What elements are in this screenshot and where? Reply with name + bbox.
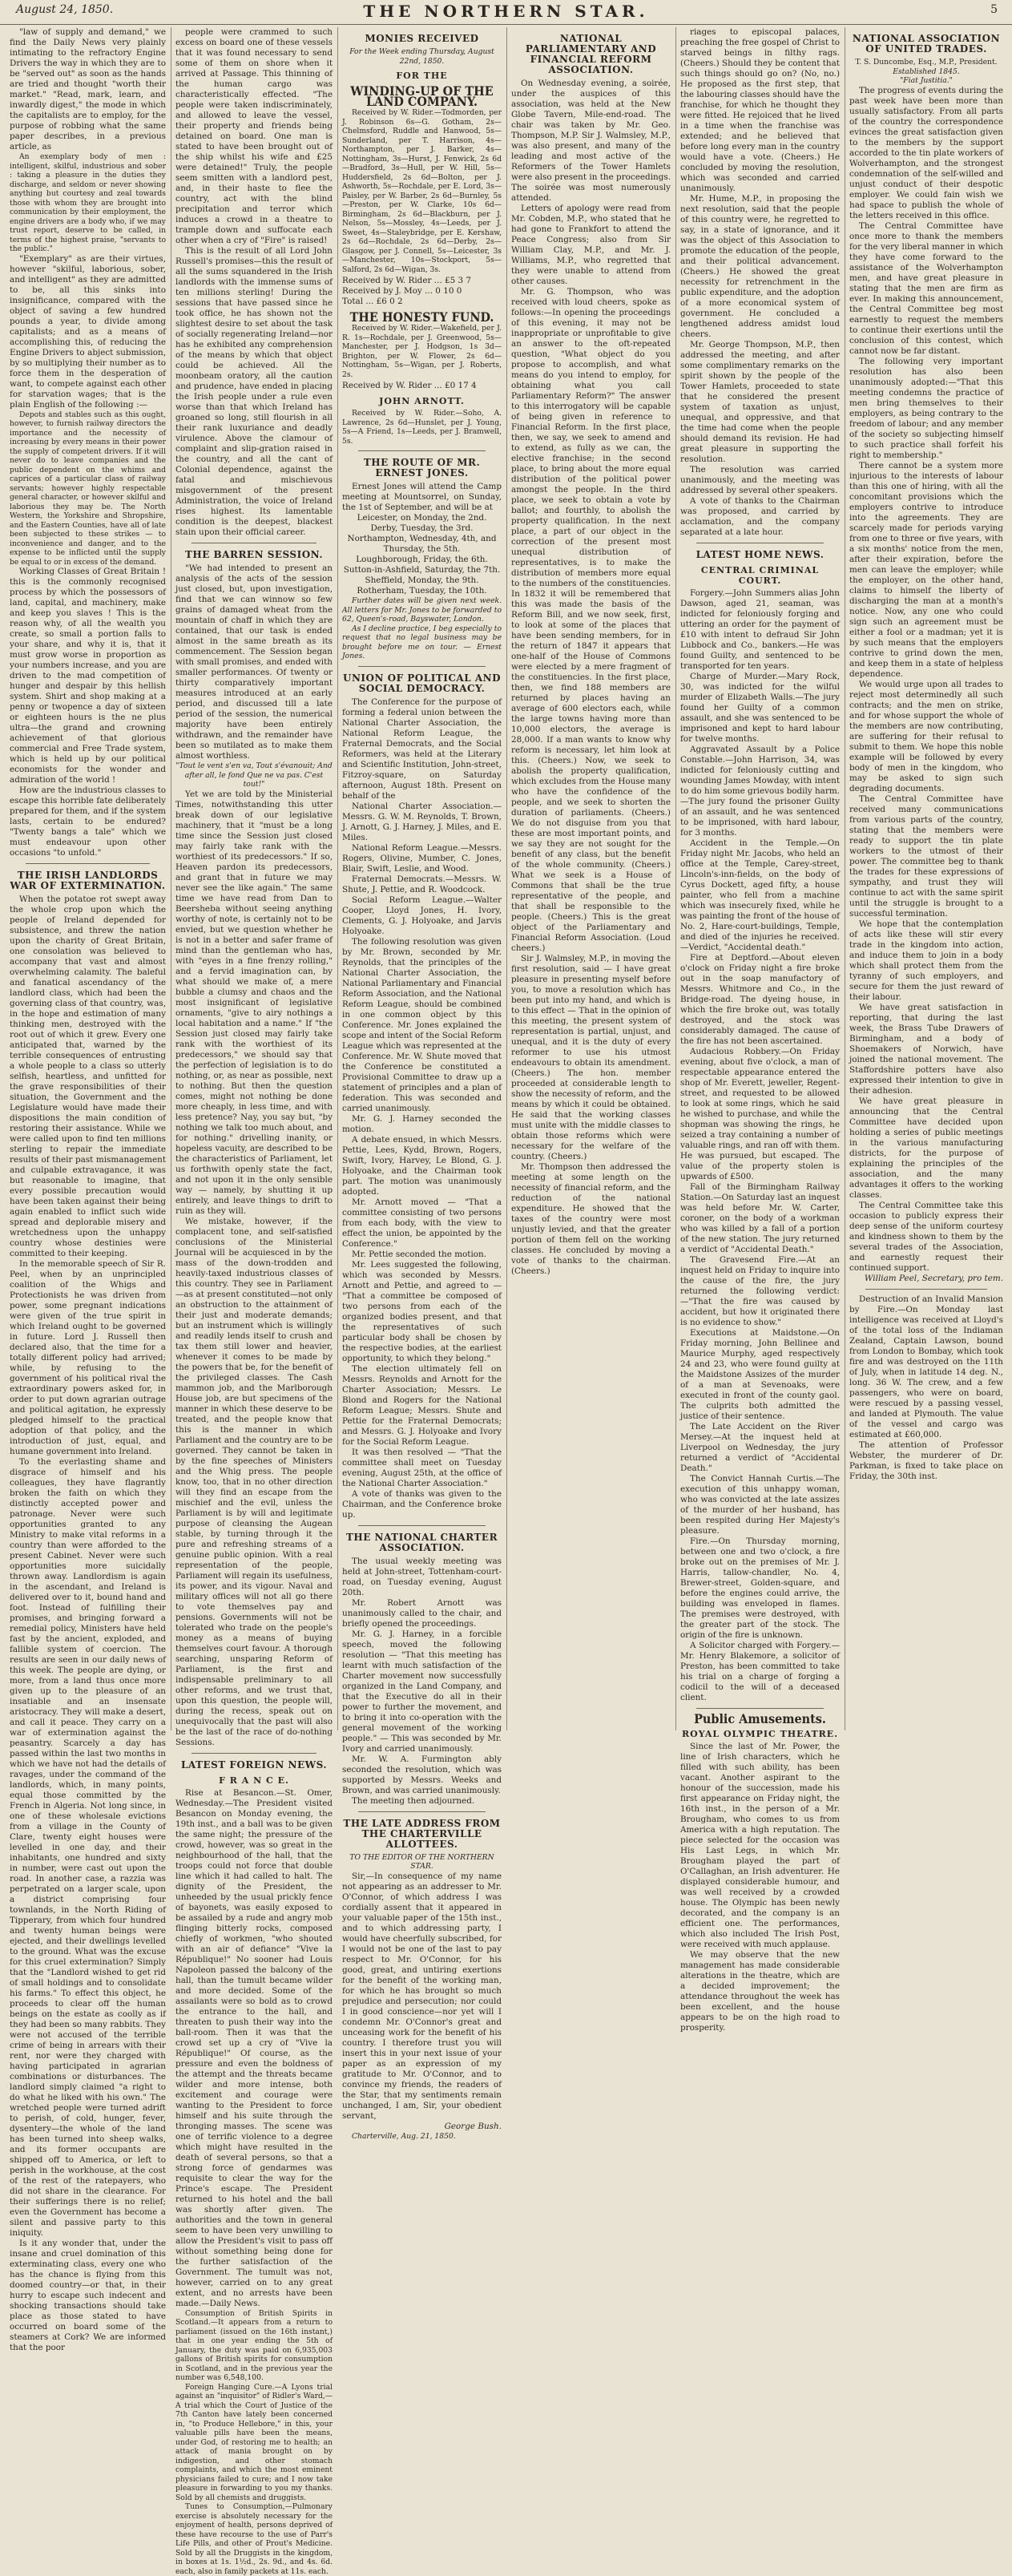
paragraph: A debate ensued, in which Messrs. Pettie, Lees, Kydd, Brown, Rogers, Swift, Ivory, Harvey, Le Blond, G. J. Holyoake, and the Chairman took part. The motion was unanimously adopted. (342, 1134, 502, 1197)
paragraph: Ernest Jones will attend the Camp meeting at Mountsorrel, on Sunday, the 1st of September, and will be at (342, 482, 502, 512)
paragraph: The following resolution was given by Mr. Brown, seconded by Mr. Reynolds, that the principles of the National Charter Association, the National Parliamentary and Financial Reform Association, and the National Reform League, should be combined in one common object by this Conference. Mr. Jones explained the scope and intent of the Social Reform League which was represented at the Conference. Mr. W. Shute moved that the Conference be constituted a Provisional Committee to draw up a statement of principles and a plan of federation. This was seconded and carried unanimously. (342, 936, 502, 1113)
advertisement: Tunes to Consumption,—Pulmonary exercise is absolutely necessary for the enjoyment of health, persons deprived of these have recourse to the use of Parr's Life Pills, and other of Prout's Medicine. Sold by all the Druggists in the kingdom, in boxes at 1s. 1½d., 2s. 9d., and 4s. 6d. each, also in family packets at 11s. each. (175, 2502, 333, 2576)
receipt-line: Received by J. Moy ... 0 10 0 (342, 286, 462, 296)
paragraph: Mr. Lees suggested the following, which was seconded by Messrs. Arnott and Pettie, and agreed to — "That a committee be composed of two persons from each of the organized bodies present, and that the representatives of such particular body shall be chosen by the respective bodies, at the earliest opportunity, to which they belong." (342, 1259, 502, 1363)
receipts-list: Received by W. Rider.—Wakefield, per J. R. 1s—Rochdale, per J. Greenwood, 5s—Manchester, per J. Hodgson, 1s 3d—Brighton, per W. Flower, 2s 6d—Nottingham, 5s—Wigan, per J. Roberts, 2s. (342, 324, 502, 379)
paragraph: The Convict Hannah Curtis.—The execution of this unhappy woman, who was convicted at the late assizes of the murder of her husband, has been respited during Her Majesty's pleasure. (680, 1474, 840, 1536)
page-number: 5 (990, 3, 998, 16)
paragraph: A vote of thanks to the Chairman was proposed, and carried by acclamation, and the company separated at a late hour. (680, 496, 840, 537)
paragraph: Fraternal Democrats.—Messrs. W. Shute, J. Pettie, and R. Woodcock. (342, 874, 502, 894)
paragraph: "Exemplary" as are their virtues, however "skilful, laborious, sober, and intelligent" as they are admitted to be, all this sinks into insignificance, compared with the object of saving a few hundred pounds a year, to divide among capitalists; and as a means of accomplishing this, of reducing the Engine Drivers to abject submission, by so multiplying their number as to force them in the desperation of want, to compete against each other for starvation wages; that is the plain English of the following :— (10, 253, 166, 410)
paragraph: We have great satisfaction in reporting, that during the last week, the Brass Tube Drawers of Birmingham, and a body of Shoemakers of Norwich, have joined the national movement. The Staffordshire potters have also expressed their intention to give in their adhesion. (849, 1002, 1003, 1096)
column-4 (511, 27, 671, 1730)
masthead (0, 0, 1012, 25)
paragraph: Rise at Besancon.—St. Omer, Wednesday.—The President visited Besancon on Monday evening, the 19th inst., and a ball was to be given the same night; the pressure of the crowd, however, was so great in the neighbourhood of the hall, that the troops could not force that double line which it had called to halt. The dignity of the President, the unheeded by the usual prickly fence of bayonets, was easily exposed to be assailed by a rude and angry mob flinging bitterly rocks, composed chiefly of workmen, "who shouted with an air of defiance" "Vive la République!" No sooner had Louis Napoleon passed the balcony of the hall, than the tumult became wilder and more decided. Some of the assailants were so bold as to crowd the entrance to the hall, and threaten to push their way into the ball-room. Then it was that the crowd set up a cry of "Vive la République!" Of course, as the pressure and even the boldness of the attempt and the threats became wilder and more intense, both excitement and courage were wanting to the President to force himself and his suite through the thronging masses. The scene was one of terrific violence to a degree which might have resulted in the death of several persons, so that a strong force of gendarmes was requisite to clear the way for the Prince's escape. The President returned to his hotel and the ball was shortly after given. The authorities and the town in general seem to have been very unwilling to allow the President's visit to pass off without something being done for the further satisfaction of the Government. The tumult was not, however, carried on to any great extent, and no arrests have been made.—Daily News. (175, 1787, 333, 2308)
newspaper-title: THE NORTHERN STAR. (363, 2, 649, 21)
paragraph: Mr. Arnott moved — "That a committee consisting of two persons from each body, with the view to effect the union, be appointed by the Conference." (342, 1197, 502, 1249)
quoted-note: Depots and stables such as this ought, however, to furnish railway directors the importance and the necessity of increasing by every means in their power the supply of competent drivers. If it will never do to leave companies and the public dependent on the whims and caprices of a particular class of railway servants; however highly respectable general character, or however skilful and laborious they may be. The North Western, the Yorkshire and Shropshire, and the Eastern Counties, have all of late been subjected to these strikes — to inconvenience and danger, and to the expense to be inflicted until the supply be equal to or in excess of the demand. (10, 410, 166, 567)
paragraph: Mr. W. A. Furmington ably seconded the resolution, which was supported by Messrs. Weeks and Brown, and was carried unanimously. (342, 1754, 502, 1795)
paragraph: We have great pleasure in announcing that the Central Committee have decided upon holding a series of public meetings in the various manufacturing districts, for the purpose of explaining the principles of the association, and the many advantages it offers to the working classes. (849, 1096, 1003, 1200)
divider (696, 1708, 824, 1709)
paragraph: Destruction of an Invalid Mansion by Fire.—On Monday last intelligence was received at Lloyd's of the total loss of the Indiaman Zealand, Captain Lawson, bound from London to Bombay, which took fire and was destroyed on the 11th of July, when in latitude 14 deg. N., long. 36 W. The crew, and a few passengers, who were on board, were rescued by a passing vessel, and landed at Plymouth. The value of the vessel and cargo was estimated at £60,000. (849, 1294, 1003, 1439)
receipt-totals (342, 381, 502, 391)
column-divider (675, 27, 676, 1730)
paragraph: Working Classes of Great Britain ! this is the commonly recognised process by which the possessors of land, capital, and machinery, make and keep you slaves ! This is the reason why, of all the wealth you create, so small a portion falls to your share, and why it is, that it must grow worse in proportion as your numbers increase, and you are driven to the mad competition of hunger and despair by this hellish system. Shirt and shop making at a penny or twopence a day of sixteen or eighteen hours is the ne plus ultra—the grand and crowning achievement of that glorious commercial and Free Trade system, which is held up by our political economists for the wonder and admiration of the world ! (10, 567, 166, 785)
paragraph: Letters of apology were read from Mr. Cobden, M.P., who stated that he had gone to Frankfort to attend the Peace Congress; also from Sir William Clay, M.P., and Mr. J. Williams, M.P., who regretted that they were unable to attend from other causes. (511, 204, 671, 286)
route-item: Northampton, Wednesday, 4th, and Thursday, the 5th. (347, 534, 497, 554)
divider (192, 1753, 317, 1754)
receipt-line: Total ... £6 0 2 (342, 297, 403, 306)
verse: "Tout le vent s'en va, Tout s'évanouit; And after all, le fond Que ne va pas. C'est tout!" (175, 761, 333, 789)
paragraph: The resolution was carried unanimously, and the meeting was addressed by several other speakers. (680, 465, 840, 495)
paragraph: Mr. Robert Arnott was unanimously called to the chair, and briefly opened the proceedings. (342, 1597, 502, 1629)
column-3 (342, 27, 502, 2141)
article-heading: LATEST FOREIGN NEWS. (180, 1758, 328, 1770)
section-subheading: F R A N C E. (219, 1775, 289, 1786)
paragraph: Mr. Thompson then addressed the meeting at some length on the necessity of financial reform, and the reduction of the national expenditure. He showed that the taxes of the country were most unjustly levied, and that the greater portion of them fell on the working classes. He concluded by moving a vote of thanks to the chairman. (Cheers.) (511, 1162, 671, 1276)
receipt-totals (342, 276, 502, 307)
paragraph: The Conference for the purpose of forming a federal union between the National Charter Association, the National Reform League, the Fraternal Democrats, and the Social Reformers, was held at the Literary and Scientific Institution, John-street, Fitzroy-square, on Saturday afternoon, August 18th. Present on behalf of the (342, 696, 502, 801)
paragraph: The election ultimately fell on Messrs. Reynolds and Arnott for the Charter Association; Messrs. Le Blond and Rogers for the National Reform League; Messrs. Shute and Pettie for the Fraternal Democrats; and Messrs. G. J. Holyoake and Ivory for the Social Reform League. (342, 1363, 502, 1447)
paragraph: Fall of the Birmingham Railway Station.—On Saturday last an inquest was held before Mr. W. Carter, coroner, on the body of a workman who was killed by a fall of a portion of the new station. The jury returned a verdict of "Accidental Death." (680, 1182, 840, 1254)
paragraph: In the memorable speech of Sir R. Peel, when by an unprincipled coalition of the Whigs and Protectionists he was driven from power, some pregnant indications were given of the true spirit in which Ireland ought to be governed in future. Lord J. Russell then declared also, that the time for a totally different policy had arrived; while, by refusing to the government of his political rival the extraordinary powers asked for, in order to put down agrarian outrage and political agitation, he expressly pledged himself to the practical adoption of that policy, and the introduction of just, equal, and humane government into Ireland. (10, 1259, 166, 1456)
paragraph: We mistake, however, if the complacent tone, and self-satisfied conclusions of the Ministerial Journal will be acquiesced in by the mass of the down-trodden and heavily-taxed industrious classes of this country. They see in Parliament—as at present constituted—not only an obstruction to the attainment of their just and moderate demands; but an instrument which is willingly and readily lends itself to crush and tax them still lower and heavier, whenever it comes to be made by the powers that be, for the benefit of the privileged classes. The Cash mammon job, and the Marlborough House job, are but specimens of the manner in which these deserve to be treated, and the people know that this is the manner in which Parliament and the country are to be governed. They cannot be taken in by the fine speeches of Ministers and the Whig press. The people know, too, that in no other direction will they find an escape from the mischief and the evil, unless the Parliament is by will and legitimate purpose of cleansing the Augean stable, by turning through it the pure and refreshing streams of a genuine public opinion. With a real representation of the people, Parliament will regain its usefulness, its power, and its vigour. Naval and military offices will not all go there to vote themselves pay and pensions. Governments will not be tolerated who trade on the people's money as a means of buying themselves court favour. A thorough searching, unsparing Reform of Parliament, is the first and indispensable preliminary to all other reforms, and we trust that, upon this question, the people will, during the recess, speak out on unequivocally that the past will also be the last of the race of do-nothing Sessions. (175, 1216, 333, 1747)
article-heading: MONIES RECEIVED (365, 33, 479, 44)
route-item: Sheffield, Monday, the 9th. (365, 575, 479, 585)
route-item: Derby, Tuesday, the 3rd. (370, 523, 474, 533)
paragraph: The Late Accident on the River Mersey.—At the inquest held at Liverpool on Wednesday, the jury returned a verdict of "Accidental Death." (680, 1422, 840, 1473)
column-6 (849, 27, 1003, 1730)
paragraph: "law of supply and demand," we find the Daily News very plainly intimating to the refractory Engine Drivers the way in which they are to be "served out" as soon as the hands are tried and thought "worth their market." "Read, mark, learn, and inwardly digest," the mode in which the capitalists are to employ, for the purpose of robbing what the same paper describes, in a previous article, as (10, 27, 166, 151)
paragraph: Mr. Pettie seconded the motion. (352, 1249, 487, 1259)
article-heading: THE NATIONAL CHARTER ASSOCIATION. (345, 1531, 498, 1553)
paragraph: How are the industrious classes to escape this horrible fate deliberately prepared for them, and if the system lasts, certain to be endured? "Twenty bangs a tale" which we must endeavour upon other occasions "to unfold." (10, 785, 166, 858)
paragraph: When the potatoe rot swept away the whole crop upon which the people of Ireland depended for subsistence, and threw the nation upon the charity of Great Britain, one consolation was believed to accompany that vast and almost overwhelming calamity. The baleful and fanatical ascendancy of the landlord class, which had been the governing class of that country, was, in the hope and estimation of many thinking men, destroyed with the root out of which it grew. Every one anticipated that, warned by the terrible consequences of entrusting a whole people to a class so utterly selfish, heartless, and unfitted for the grave responsibilities of their situation, the Government and the Legislature would have made their dispositions the main condition of restoring their assistance. While we were called upon to find ten millions sterling to repair the immediate results of their past mismanagement and culpable extravagance, it was but reasonable to imagine, that every possible precaution would have been taken against their being again enabled to inflict such wide spread and deplorable misery and wretchedness upon the unhappy country whose destinies were committed to their keeping. (10, 894, 166, 1258)
paragraph: We may observe that the new management has made considerable alterations in the theatre, which are a decided improvement; the attendance throughout the week has been excellent, and the house appears to be on the high road to prosperity. (680, 1950, 840, 2033)
receipts-list: Received by W. Rider.—Todmorden, per J. Robinson 6s—G. Gotham, 2s—Chelmsford, Ruddle and Hanwood, 5s—Sunderland, per T. Harrison, 4s—Northampton, per J. Barker, 4s—Nottingham, 3s—Hurst, J. Fenwick, 2s 6d—Bradford, 3s—Hull, per W. Hill, 5s—Huddersfield, 2s 6d—Bolton, per J. Ashworth, 5s—Rochdale, per E. Lord, 3s—Paisley, per W. Barber, 2s 6d—Burnley, 5s—Preston, per W. Clarke, 10s 6d—Birmingham, 2s 6d—Blackburn, per J. Nelson, 5s—Mossley, 4s—Leeds, per J. Sweet, 4s—Staleybridge, per E. Kershaw, 2s 6d—Rochdale, 2s 6d—Derby, 2s—Glasgow, per J. Connell, 5s—Leicester, 3s—Manchester, 10s—Stockport, 5s—Salford, 2s 6d—Wigan, 3s. (342, 108, 502, 274)
paragraph: The attention of Professor Webster, the murderer of Dr. Parkman, is fixed to take place on Friday, the 30th inst. (849, 1439, 1003, 1481)
paragraph: To the everlasting shame and disgrace of himself and his colleagues, they have flagrantly broken the faith on which they distinctly accepted power and patronage. Never were such opportunities granted to any Ministry to make vital reforms in a country than were afforded to the present Cabinet. Never were such opportunities more suicidally thrown away. Landlordism is again in the ascendant, and Ireland is delivered over to it, bound hand and foot. Instead of fulfilling their promises, and bringing forward a remedial policy, Ministers have held fast by the ancient, exploded, and fallible system of coercion. The results are seen in our daily news of this week. The people are dying, or more, from a land thus once more given up to the pleasure of an insatiable and an insensate aristocracy. They will make a desert, and call it peace. They carry on a war of extermination against the peasantry. Scarcely a day has passed within the last two months in which we have not had the details of ravages, under the command of the landlords, which, in many points, equal those committed by the French in Algeria. Not long since, in one of these wholesale evictions from a village in the County of Clare, twenty eight houses were levelled in one day, and their inhabitants, one hundred and sixty in number, were cast out upon the road. In another case, a razzia was perpetrated on a larger scale, upon a district comprising four townlands, in the North Riding of Tipperary, from which four hundred and twenty human beings were ejected, and their dwellings levelled to the ground. What was the excuse for this cruel extermination? Simply that the "Landlord wished to get rid of small holdings and to consolidate his farms." To effect this object, he proceeds to clear off the human beings on the estate as coolly as if they had been so many rabbits. They were not accused of the terrible crime of being in arrears with their rent, nor were they charged with having participated in agrarian combinations or disturbances. The landlord simply claimed "a right to do what he liked with his own." The wretched people were turned adrift to perish, of cold, hunger, fever, dysentery—the whole of the land has been turned into sheep walks, and its former occupants are shipped off to America, or left to perish in the workhouse, at the cost of the rest of the ratepayers, who did not share in the clearance. For their sufferings there is no relief; even the Government has become a silent and passive party to this iniquity. (10, 1457, 166, 2238)
paragraph: Mr. G. J. Harney seconded the motion. (342, 1113, 502, 1134)
subheading: TO THE EDITOR OF THE NORTHERN STAR. (349, 1852, 494, 1871)
paragraph: The Central Committee have once more to thank the members for the very liberal manner in which they have come forward to the assistance of the Wolverhampton men, and have great pleasure in stating that the men are firm as ever. In making this announcement, the Central Committee beg most earnestly to request the members to continue their exertions until the conclusion of this contest, which cannot now be far distant. (849, 220, 1003, 356)
paragraph: Fire.—On Thursday morning, between one and two o'clock, a fire broke out on the premises of Mr. J. Harris, tallow-chandler, No. 4, Brewer-street, Golden-square, and before the engines could arrive, the building was enveloped in flames. The premises were destroyed, with the greater part of the stock. The origin of the fire is unknown. (680, 1536, 840, 1640)
issue-date: August 24, 1850. (16, 3, 114, 16)
paragraph: National Charter Association.—Messrs. G. W. M. Reynolds, T. Brown, J. Arnott, G. J. Harney, J. Miles, and E. Miles. (342, 801, 502, 842)
paragraph: The usual weekly meeting was held at John-street, Tottenham-court-road, on Tuesday evening, August 20th. (342, 1556, 502, 1597)
paragraph: "We had intended to present an analysis of the acts of the session just closed, but, upon investigation, find that we can winnow so few grains of damaged wheat from the mountain of chaff in which they are contained, that our task is ended almost in the same breath as its commencement. The Session began with small promises, and ended with smaller performances. Of twenty or thirty comparatively important measures introduced at an early period, and discussed till a late period of the session, the numerical majority have been entirely withdrawn, and the remainder have been so mutilated as to make them almost worthless. (175, 563, 333, 761)
paragraph: Since the last of Mr. Power, the line of Irish characters, which he filled with such ability, has been vacant. Another aspirant to the honour of the succession, made his first appearance on Friday night, the 16th inst., in the person of a Mr. Brougham, who comes to us from America with a high reputation. The piece selected for the occasion was His Last Legs, in which Mr. Brougham played the part of O'Callaghan, an Irish adventurer. He displayed considerable humour, and was well received by a crowded house. The Olympic has been newly decorated, and the company is an efficient one. The performances, which also included The Irish Post, were received with much applause. (680, 1742, 840, 1949)
paragraph: It was then resolved — "That the committee shall meet on Tuesday evening, August 25th, at the office of the National Charter Association." (342, 1447, 502, 1488)
paragraph: Mr. Hume, M.P., in proposing the next resolution, said that the people of this country were, he regretted to say, in a state of ignorance, and it was the object of this Association to promote the education of the people, and their political advancement. (Cheers.) He showed the great necessity for retrenchment in the public expenditure, and the adoption of a more economical system of government. He concluded a lengthened address amidst loud cheers. (680, 194, 840, 339)
paragraph: Mr. George Thompson, M.P., then addressed the meeting, and after some complimentary remarks on the spirit shown by the people of the Tower Hamlets, proceeded to state that he considered the present system of taxation as unjust, unequal, and oppressive, and that the time had come when the people should demand its revision. He had great pleasure in supporting the resolution. (680, 340, 840, 464)
section-subheading: CENTRAL CRIMINAL COURT. (700, 565, 820, 586)
paragraph: A vote of thanks was given to the Chairman, and the Conference broke up. (342, 1488, 502, 1520)
section-subheading: JOHN ARNOTT. (379, 396, 465, 406)
divider (358, 1811, 486, 1812)
paragraph: The Gravesend Fire.—At an inquest held on Friday to inquire into the cause of the fire, the jury returned the following verdict:—"That the fire was caused by accident, but how it originated there is no evidence to show." (680, 1255, 840, 1327)
dateline: Charterville, Aug. 21, 1850. (352, 2131, 456, 2141)
paragraph: We would urge upon all trades to reject most determinedly all such contracts; and the men on strike, and for whose support the whole of the members are now contributing, are suffering for their refusal to submit to them. We hope this noble example will be followed by every body of men in the kingdom, who may be asked to sign such degrading documents. (849, 679, 1003, 793)
paragraph: Forgery.—John Summers alias John Dawson, aged 21, seaman, was indicted for feloniously forging and uttering an order for the payment of £10 with intent to defraud Sir John Lubbock and Co., bankers.—He was found Guilty, and sentenced to be transported for ten years. (680, 588, 840, 671)
paragraph: Audacious Robbery.—On Friday evening, about five o'clock, a man of respectable appearance entered the shop of Mr. Everett, jeweller, Regent-street, and requested to be allowed to look at some rings, which he said he wished to purchase, and while the shopman was showing the rings, he seized a tray containing a number of valuable rings, and ran off with them. He was pursued, but escaped. The value of the property stolen is upwards of £500. (680, 1047, 840, 1181)
column-divider (506, 27, 507, 1730)
divider (358, 666, 486, 667)
section-heading: Public Amusements. (694, 1711, 826, 1726)
paragraph: riages to episcopal palaces, preaching the free gospel of Christ to starved beings in filthy rags. (Cheers.) Should they be content that such things should go on? (No, no.) He proposed as the first step, that the labouring classes should have the franchise, for which he thought they were fitted. He rejoiced that he lived in a time when the franchise was extended; and he believed that before long every man in the country would have a vote. (Cheers.) He concluded by moving the resolution, which was seconded and carried unanimously. (680, 27, 840, 193)
receipt-line: Received by W. Rider ... £5 3 7 (342, 276, 472, 285)
divider (358, 1525, 486, 1526)
article-heading: UNION OF POLITICAL AND SOCIAL DEMOCRACY. (342, 672, 502, 694)
paragraph: Social Reform League.—Walter Cooper, Lloyd Jones, H. Ivory, Clements, G. J. Holyoake, and Jarvis Holyoake. (342, 894, 502, 936)
divider (26, 863, 150, 864)
fund-heading: WINDING-UP OF THE LAND COMPANY. (350, 83, 494, 109)
article-heading: THE ROUTE OF MR. ERNEST JONES. (363, 457, 481, 478)
receipt-line: Received by W. Rider ... £0 17 4 (342, 381, 477, 390)
quoted-note: An exemplary body of men : intelligent, skilful, industrious and sober : taking a pleasure in the duties they discharge, and seldom or never showing anything but courtesy and zeal towards those with whom they are brought into communication by their employment, the engine drivers are a body who, if we may trust report, deserve to be called, in terms of the highest praise, "servants to the public." (10, 152, 166, 253)
divider (865, 1289, 987, 1290)
article-heading: THE BARREN SESSION. (184, 549, 324, 560)
signature: George Bush. (444, 2121, 502, 2131)
motto: "Fiat Justitia." (900, 76, 953, 85)
route-item: Leicester, on Monday, the 2nd. (357, 513, 487, 523)
article-heading: NATIONAL PARLIAMENTARY AND FINANCIAL REFORM ASSOCIATION. (525, 33, 657, 75)
column-1 (10, 27, 166, 2352)
paragraph: A Solicitor charged with Forgery.—Mr. Henry Blakemore, a solicitor of Preston, has been committed to take his trial on a charge of forging a codicil to the will of a deceased client. (680, 1641, 840, 1702)
paragraph: Aggravated Assault by a Police Constable.—John Harrison, 34, was indicted for feloniously cutting and wounding James Mowday, with intent to do him some grievous bodily harm.—The jury found the prisoner Guilty of an assault, and he was sentenced to be imprisoned, with hard labour, for 3 months. (680, 745, 840, 838)
subheading: For the Week ending Thursday, August 22nd, 1850. (349, 47, 494, 66)
section-subheading: FOR THE (396, 71, 448, 81)
paragraph: National Reform League.—Messrs. Rogers, Olivine, Mumber, C. Jones, Blair, Swift, Leslie, and Wood. (342, 842, 502, 874)
paragraph: The progress of events during the past week have been more than usually satisfactory. From all parts of the country the correspondence evinces the great satisfaction given to the members by the support accorded to the tin plate workers of Wolverhampton, and the strongest condemnation of the self-willed and unjust conduct of their despotic employer. We could fain wish we had space to publish the whole of the letters received in this office. (849, 85, 1003, 220)
paragraph: The meeting then adjourned. (352, 1795, 475, 1806)
article-heading: THE LATE ADDRESS FROM THE CHARTERVILLE ALLOTTEES. (343, 1817, 501, 1850)
receipts-list: Received by W. Rider.—Soho, A. Lawrence, 2s 6d—Hunslet, per J. Young, 5s—A Friend, 1s—Leeds, per J. Bramwell, 5s. (342, 409, 502, 446)
news-note: Consumption of British Spirits in Scotland.—It appears from a return to parliament (issued on the 16th instant,) that in one year ending the 5th of January, the duty was paid on 6,935,003 gallons of British spirits for consumption in Scotland, and in the previous year the number was 6,548,100. (175, 2308, 333, 2382)
paragraph: Is it any wonder that, under the insane and cruel domination of this exterminating class, every one who has the chance is flying from this doomed country—or that, in their hurry to escape such indecent and shocking transactions should take place as those stated to have occurred on board some of the steamers at Cork? We are informed that the poor (10, 2239, 166, 2352)
section-subheading: ROYAL OLYMPIC THEATRE. (681, 1729, 839, 1739)
paragraph: Mr. G. Thompson, who was received with loud cheers, spoke as follows:—In opening the proceedings of this evening, it may not be inappropriate or unprofitable to give an answer to the oft-repeated question, "What object do you propose to accomplish, and what means do you intend to employ, for obtaining what you call Parliamentary Reform?" The answer to this interrogatory will be capable of being given in reference to Financial Reform. In the first place, then, we say, we seek to amend and to extend, as fully as we can, the elective franchise; in the second place, to bring about the more equal distribution of the political power amongst the people. In the third place, we seek to obtain a vote by ballot; and fourthly, to abolish the property qualification. In the next place, a part of our object in the correction of the present most unequal distribution of representatives, is to make the distribution of members more equal to the numbers of the constituencies. In 1832 it will be remembered that this was made the basis of the Reform Bill, and we now seek, first, to look at some of the places that have been sending members, for in the return of 1847 it appears that one-half of the House of Commons were elected by a mere fragment of the constituencies. In the first place, then, we find 188 members are returned by places having an average of 600 electors each, while the large towns having more than 10,000 electors, the average is 28,000. If a man wants to know why reform is necessary, let him look at this. (Cheers.) Now, we seek to abolish the property qualification, which excludes from the House many who have the confidence of the people, and we seek to shorten the duration of parliaments. (Cheers.) We do not disguise from you that these are most important points, and we say they are not sought for the benefit of any class, but the benefit of the whole community. (Cheers.) What we seek is a House of Commons that shall be the true representative of the people, and that shall be responsible to the people. (Cheers.) This is the great object of the Parliamentary and Financial Reform Association. (Loud cheers.) (511, 287, 671, 953)
paragraph: The following very important resolution has also been unanimously adopted:—"That this meeting condemns the practice of men bring themselves to their employers, as being contrary to the freedom of labour; and any member of the society so subjecting himself to such practice shall forfeit his right to membership." (849, 356, 1003, 460)
column-divider (337, 27, 338, 1730)
paragraph: The Central Committee have received many communications from various parts of the country, stating that the members were ready to support the tin plate workers to the utmost of their power. The committee beg to thank the trades for these expressions of sympathy, and trust they will continue to act with the same spirit until the struggle is brought to a successful termination. (849, 793, 1003, 919)
advertisement: Foreign Hanging Cure.—A Lyons trial against an "inquisitor" of Ridler's Ward,—A trial which the Court of Justice of the 7th Canton have lately been concerned in, "to Produce Hellebore," in this, your valuable pills have been the means, under God, of restoring me to health; an attack of mania brought on by indigestion, and other stomach complaints, and which the most eminent physicians failed to cure; and I now take pleasure in forwarding to you my thanks. Sold by all chemists and druggists. (175, 2382, 333, 2502)
route-item: Rotherham, Tuesday, the 10th. (357, 586, 487, 596)
paragraph: Sir,—In consequence of my name not appearing as an addresser to Mr. O'Connor, of which address I was cordially assent that it appeared in your valuable paper of the 15th inst., and to which addressing party, I would have cheerfully subscribed, for I would not be one of the last to pay respect to Mr. O'Connor, for his good, great, and untiring exertions for the benefit of the working man, for which he has brought so much prejudice and persecution; nor could I in good conscience—nor yet will I condemn Mr. O'Connor's great and unceasing work for the benefit of his country. I therefore trust you will insert this in your next issue of your paper as an expression of my gratitude to Mr. O'Connor, and to convince my friends, the readers of the Star, that my sentiments remain unchanged, I am, Sir, your obedient servant, (342, 1871, 502, 2121)
signature: William Peel, Secretary, pro tem. (864, 1273, 1003, 1283)
article-heading: NATIONAL ASSOCIATION OF UNITED TRADES. (852, 33, 1001, 55)
paragraph: As I decline practice, I beg especially to request that no legal business may be brought before me on tour. — Ernest Jones. (342, 624, 502, 660)
paragraph: Executions at Maidstone.—On Friday morning, John Bellinee and Maurice Murphy, aged respectively 24 and 23, who were found guilty at the Maidstone Assizes of the murder of a man at Sevenoaks, were executed in front of the county gaol. The culprits both admitted the justice of their sentence. (680, 1328, 840, 1421)
paragraph: The Central Committee take this occasion to publicly express their deep sense of the uniform courtesy and kindness shown to them by the several trades of the Association, and earnestly request their continued support. (849, 1200, 1003, 1273)
column-5 (680, 27, 840, 2033)
route-item: Loughborough, Friday, the 6th. (356, 555, 488, 564)
paragraph: Yet we are told by the Ministerial Times, notwithstanding this utter break down of our legislative machinery, that it "must be a long time since the Session just closed may fairly take rank with the worthiest of its predecessors." If so, Heaven pardon its predecessors, and grant that in future we may never see the like again." The same time we have read from Dan to Beersheba without seeing anything worthy of note, is certainly not to be envied, but we question whether he is not in a better and safer frame of mind than the gentleman who has, with "eyes in a fine frenzy rolling," and a fervid imagination can, by what should we make of, a mere bubble a clumsy and chaos and the most insignificant of legislative ornaments, "give to airy nothings a local habitation and a name." If "the Session just closed may fairly take rank with the worthiest of its predecessors," we should say that the perfection of legislation is to do nothing, or, as near as possible, next to nothing. But then the question comes, might not nothing be done more cheaply, in less time, and with less pretence? Nay, you say but, "by nothing we talk too much about, and for nothing." drivelling inanity, or hopeless vacuity, are described to be the characteristics of Parliament, let us forthwith openly state the fact, and not upon it in the only sensible way — namely, by shutting it up entirely, and leave things to drift to ruin as they will. (175, 789, 333, 1216)
paragraph: Accident in the Temple.—On Friday night Mr. Jacobs, who held an office at the Temple, Carey-street, Lincoln's-inn-fields, on the body of Cyrus Dockett, aged fifty, a house painter, who fell from a machine which was insecurely fixed, while he was painting the front of the house of No. 2, Hare-court-buildings, Temple, and died of the injuries he received.—Verdict, "Accidental death." (680, 838, 840, 952)
paragraph: Sir J. Walmsley, M.P., in moving the first resolution, said — I have great pleasure in presenting myself before you, to move a resolution which has been put into my hand, and which is to this effect — That in the opinion of this meeting, the present system of representation is partial, unjust, and unequal, and it is the duty of every reformer to use his utmost endeavours to obtain its amendment. (Cheers.) The hon. member proceeded at considerable length to show the necessity of reform, and the means by which it could be obtained. He said that the working classes must unite with the middle classes to obtain those reforms which were necessary for the welfare of the country. (Cheers.) (511, 954, 671, 1161)
article-heading: THE IRISH LANDLORDS WAR OF EXTERMINATION. (10, 870, 166, 891)
paragraph: This is the result of all Lord John Russell's promises—this the result of all the sums squandered in the Irish landlords with the immense sums of ten millions sterling! During the sessions that have passed since he took office, he has shown not the slightest desire to set about the task of socially regenerating Ireland—nor has he exhibited any comprehension of the means by which that object could be achieved. All the moonbeam oratory, all the caution and prudence, have ended in placing the Irish people under a rule even worse than that which Ireland has groaned so long, still flourish in all their rank luxuriance and deadly virulence. Above the clamour of complaint and slip-gration raised in the country, and all the cant of Colonial dependence, against the fatal and mischievous misgovernment of the present Administration, the voice of Ireland rises highest. Its lamentable condition is the deepest, blackest stain upon their official career. (175, 246, 333, 537)
paragraph: people were crammed to such excess on board one of these vessels that it was found necessary to send some of them on shore when it arrived at Passage. This thinning of the human cargo was characteristically effected. "The people were taken indiscriminately, and allowed to leave the vessel, their property and friends being detained on board. One man is stated to have been brought out of the ship whilst his wife and £25 were detained!" Truly, the people seem smitten with a landlord pest, and, in their haste to flee the country, act with the blind precipitation and terror which induces a crowd in a theatre to trample down and suffocate each other when a cry of "Fire" is raised! (175, 27, 333, 245)
route-item: Sutton-in-Ashfield, Saturday, the 7th. (343, 565, 501, 575)
paragraph: There cannot be a system more injurious to the interests of labour than this one of hiring, with all the concomitant provisions which the employers contrive to introduce into the agreements. They are scarcely made for periods varying from one to three or five years, with a six months' notice from the men, after their expiration, before the men can leave the employer; while the employer, on the other hand, claims to himself the liberty of discharging the man at a month's notice. Now, any one who could sign such an agreement must be either a fool or a madman; yet it is by such means that the employers contrive to grind down the men, and keep them in a state of helpless dependence. (849, 460, 1003, 679)
paragraph: Mr. G. J. Harney, in a forcible speech, moved the following resolution — "That this meeting has learnt with much satisfaction of the Charter movement now successfully organized in the Land Company, and that the Executive do all in their power to further the movement, and to bring it into co-operation with the general movement of the working people." — This was seconded by Mr. Ivory and carried unanimously. (342, 1629, 502, 1754)
paragraph: On Wednesday evening, a soirée, under the auspices of this association, was held at the New Globe Tavern, Mile-end-road. The chair was taken by Mr. Geo. Thompson, M.P. Sir J. Walmsley, M.P., was also present, and many of the leading and most active of the Reformers of the Tower Hamlets were also present in the proceedings. The soirée was most numerously attended. (511, 79, 671, 203)
article-heading: LATEST HOME NEWS. (695, 549, 825, 560)
column-2 (175, 27, 333, 2576)
subheading: T. S. Duncombe, Esq., M.P., President. (855, 58, 998, 67)
fund-heading: THE HONESTY FUND. (349, 309, 494, 325)
paragraph: Charge of Murder.—Mary Rock, 30, was indicted for the wilful murder of Elizabeth Walls.—The jury found her Guilty of a common assault, and she was sentenced to be imprisoned and kept to hard labour for twelve months. (680, 672, 840, 744)
paragraph: Further dates will be given next week. All letters for Mr. Jones to be forwarded to 62, Queen's-road, Bayswater, London. (342, 596, 502, 624)
paragraph: Fire at Deptford.—About eleven o'clock on Friday night a fire broke out in the soap manufactory of Messrs. Whitmore and Co., in the Bridge-road. The dyeing house, in which the fire broke out, was totally destroyed, and the stock was considerably damaged. The cause of the fire has not been ascertained. (680, 953, 840, 1046)
subheading: Established 1845. (893, 67, 960, 76)
divider (358, 450, 486, 451)
paragraph: We hope that the contemplation of acts like these will stir every trade in the kingdom into action, and induce them to join in a body which shall protect them from the tyranny of such employers, and secure for them the just reward of their labour. (849, 919, 1003, 1002)
